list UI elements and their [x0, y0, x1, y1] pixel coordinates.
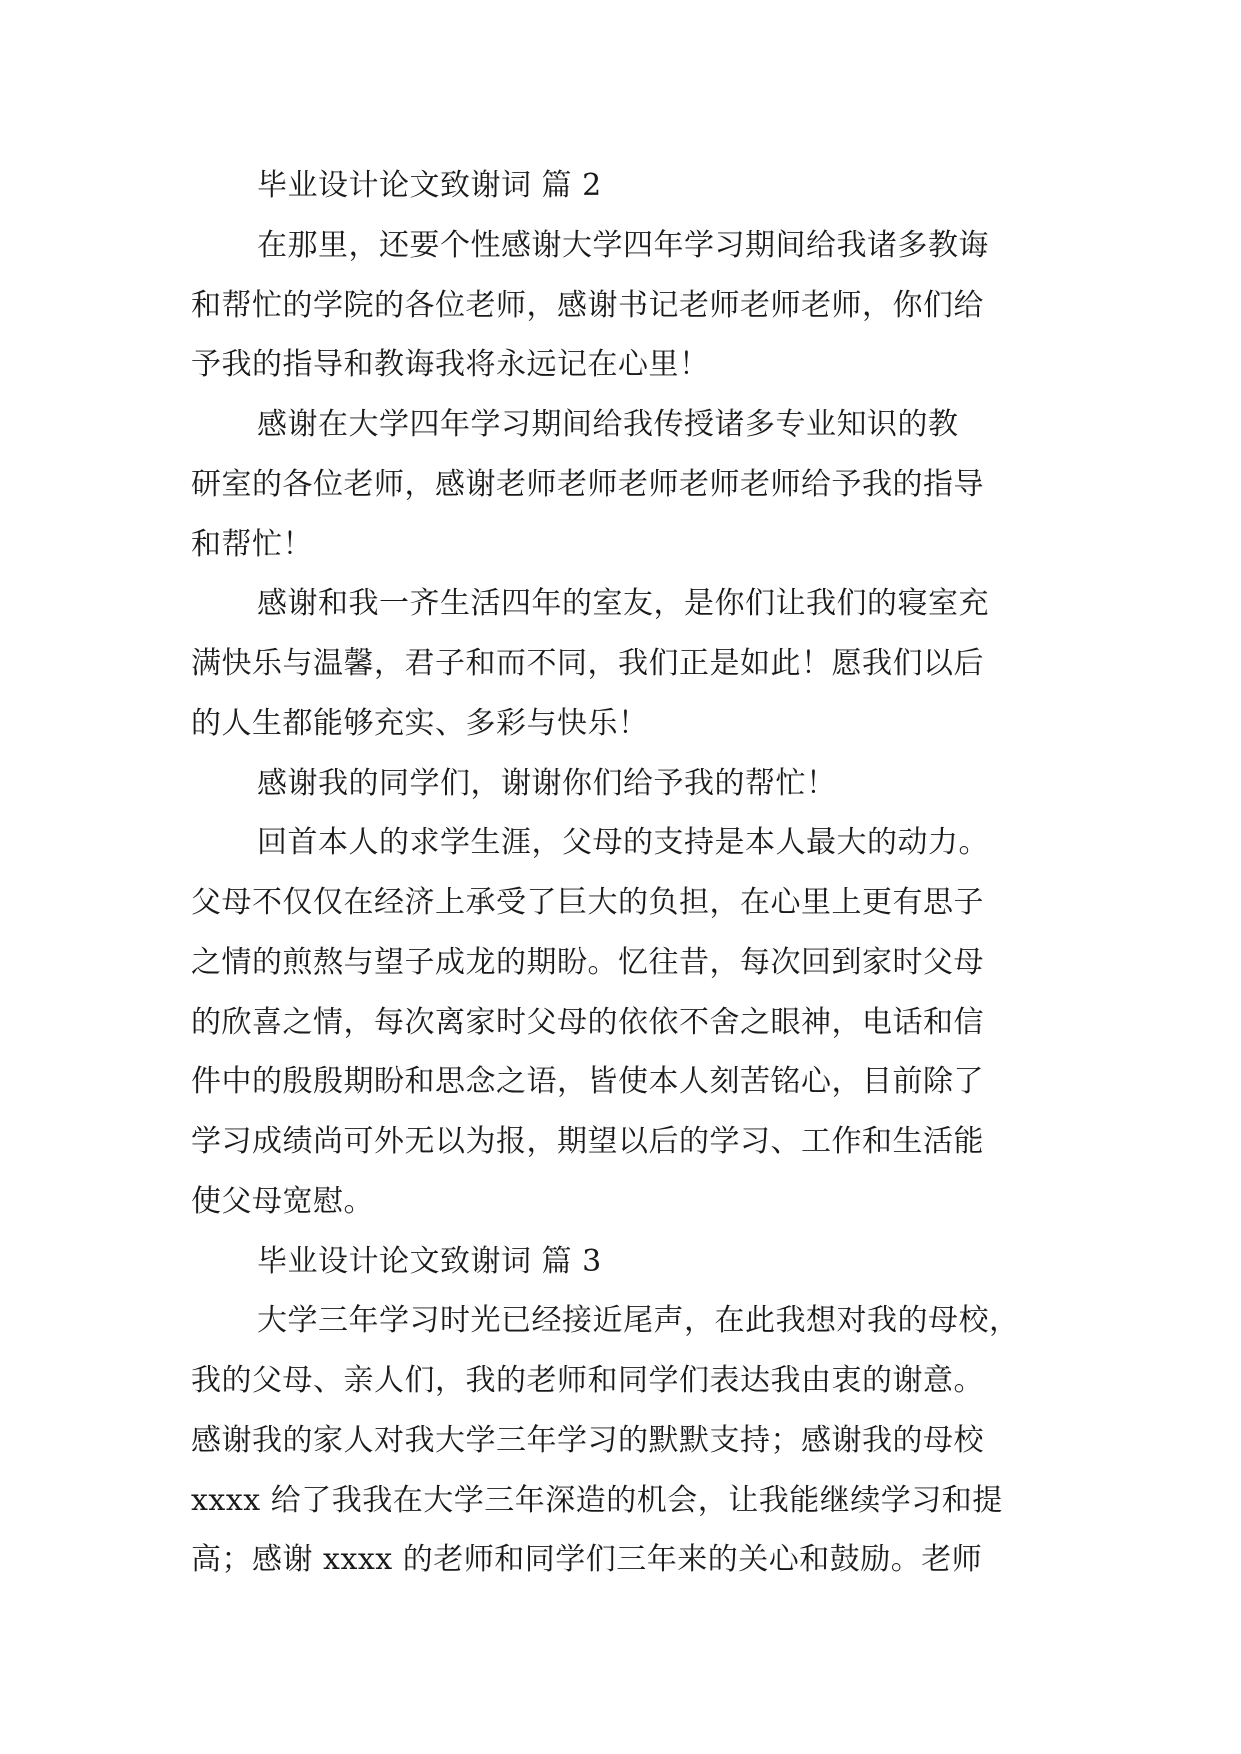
paragraph-line: 件中的殷殷期盼和思念之语，皆使本人刻苦铭心，目前除了 [191, 1064, 984, 1099]
paragraph-line: 大学三年学习时光已经接近尾声，在此我想对我的母校， [257, 1303, 1020, 1338]
paragraph-line: 之情的煎熬与望子成龙的期盼。忆往昔，每次回到家时父母 [191, 945, 984, 980]
paragraph-line: 感谢我的同学们，谢谢你们给予我的帮忙！ [257, 766, 837, 801]
paragraph-line: 高；感谢 xxxx 的老师和同学们三年来的关心和鼓励。老师 [191, 1542, 983, 1577]
paragraph-line: 我的父母、亲人们，我的老师和同学们表达我由衷的谢意。 [191, 1363, 984, 1398]
paragraph-line: 在那里，还要个性感谢大学四年学习期间给我诸多教诲 [257, 228, 989, 263]
paragraph-line: 感谢我的家人对我大学三年学习的默默支持；感谢我的母校 [191, 1423, 984, 1458]
paragraph-line: xxxx 给了我我在大学三年深造的机会，让我能继续学习和提 [191, 1483, 1003, 1518]
paragraph-line: 学习成绩尚可外无以为报，期望以后的学习、工作和生活能 [191, 1124, 984, 1159]
paragraph-line: 使父母宽慰。 [191, 1184, 374, 1219]
paragraph-line: 研室的各位老师，感谢老师老师老师老师老师给予我的指导 [191, 467, 984, 502]
heading-section-3: 毕业设计论文致谢词 篇 3 [257, 1244, 602, 1279]
paragraph-line: 父母不仅仅在经济上承受了巨大的负担，在心里上更有思子 [191, 885, 984, 920]
paragraph-line: 和帮忙！ [191, 527, 313, 562]
paragraph-line: 和帮忙的学院的各位老师，感谢书记老师老师老师，你们给 [191, 288, 984, 323]
paragraph-line: 感谢在大学四年学习期间给我传授诸多专业知识的教 [257, 407, 959, 442]
paragraph-line: 满快乐与温馨，君子和而不同，我们正是如此！愿我们以后 [191, 646, 984, 681]
paragraph-line: 的人生都能够充实、多彩与快乐！ [191, 706, 649, 741]
heading-section-2: 毕业设计论文致谢词 篇 2 [257, 168, 602, 203]
paragraph-line: 感谢和我一齐生活四年的室友，是你们让我们的寝室充 [257, 586, 989, 621]
paragraph-line: 的欣喜之情，每次离家时父母的依依不舍之眼神，电话和信 [191, 1005, 984, 1040]
paragraph-line: 予我的指导和教诲我将永远记在心里！ [191, 347, 710, 382]
paragraph-line: 回首本人的求学生涯，父母的支持是本人最大的动力。 [257, 825, 989, 860]
